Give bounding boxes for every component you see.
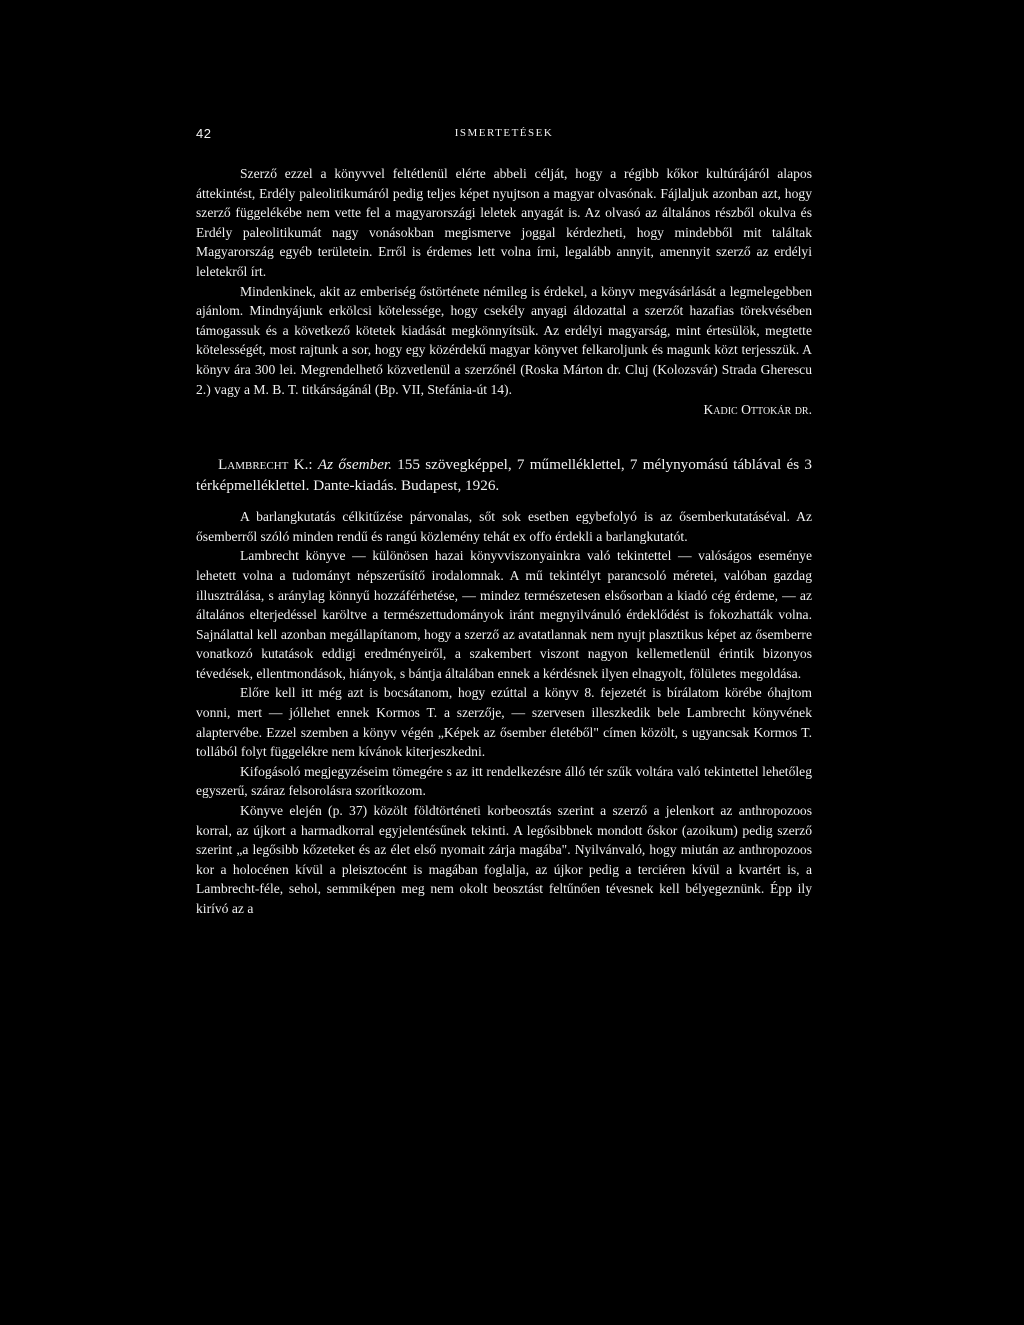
review-heading	[196, 455, 812, 496]
paragraph: Könyve elején (p. 37) közölt földtörténeti korbeosztás szerint a szerző a jelenkort az anthropozoos korral, az újkort a harmadkorral egyjelentésűnek tekinti. A legősibbnek mondott őskor (azoikum) pedig szerző szerint „a legősibb kőzeteket és az élet első nyomait zárja magába". Nyilvánvaló, hogy miután az anthropozoos kor a holocénen kívül a pleisztocént is magában foglalja, az újkor pedig a terciéren kívül a kvartért is, a Lambrecht-féle, sehol, semmiképen meg nem okolt beosztást feltűnően tévesnek kell bélyegeznünk. Épp ily kirívó az a	[196, 803, 812, 916]
book-page	[196, 126, 812, 919]
paragraph: Lambrecht könyve — különösen hazai könyvviszonyainkra való tekintettel — valóságos eseménye lehetett volna a tudományt népszerűsítő irodalomnak. A mű tekintélyt parancsoló méretei, valóban gazdag illusztrálása, s aránylag könnyű hozzáférhetése, — mindez természetesen elsősorban a kiadó cég érdeme, — az általános elterjedéssel karöltve a természettudományok iránt megnyilvánuló érdeklődést is fokozhatták volna. Sajnálattal kell azonban megállapítanom, hogy a szerző az avatatlannak nem nyujt plasztikus képet az ősemberre vonatkozó kutatások eddigi eredményeiről, a szakembert viszont nagyon kellemetlenül érintik bizonyos tévedések, ellentmondások, hiányok, s bántja általában ennek a kérdésnek ilyen elnagyolt, fölületes megoldása.	[196, 548, 812, 681]
page-header	[196, 126, 812, 148]
paragraph: Mindenkinek, akit az emberiség őstörténete némileg is érdekel, a könyv megvásárlását a legmelegebben ajánlom. Mindnyájunk erkölcsi kötelessége, hogy csekély anyagi áldozattal a szerzőt hazafias törekvésében támogassuk és a következő kötetek kiadását megkönnyítsük. Az erdélyi magyarság, mint értesülök, megtette kötelességét, most rajtunk a sor, hogy egy közérdekű magyar könyvet felkaroljunk és magunk közt terjesszük. A könyv ára 300 lei. Megrendelhető közvetlenül a szerzőnél (Roska Márton dr. Cluj (Kolozsvár) Strada Gherescu 2.) vagy a M. B. T. titkárságánál (Bp. VII, Stefánia-út 14).	[196, 283, 812, 397]
book-author: Lambrecht K.:	[218, 456, 313, 474]
paragraph: Szerző ezzel a könyvvel feltétlenül elérte abbeli célját, hogy a régibb kőkor kultúrájáról alapos áttekintést, Erdély paleolitikumáról pedig teljes képet nyujtson a magyar olvasónak. Fájlaljuk azonban azt, hogy szerző függelékébe nem vette fel a magyarországi leletek anyagát is. Az olvasó az általános részből okulva és Erdély paleolitikumát nagy vonásokban megismerve joggal kérdezheti, hogy mindebből mit találtak Magyarország egyéb területein. Erről is érdemes lett volna írni, legalább annyit, amennyit szerző az erdélyi leletekről írt.	[196, 166, 812, 279]
review-body	[196, 507, 812, 918]
reviewer-signature: Kadic Ottokár dr.	[703, 402, 812, 418]
running-head: ISMERTETÉSEK	[454, 127, 554, 139]
page-number: 42	[196, 126, 212, 141]
paragraph: Kifogásoló megjegyzéseim tömegére s az itt rendelkezésre álló tér szűk voltára való tekintettel lehetőleg egyszerű, száraz felsorolásra szorítkozom.	[196, 763, 812, 799]
book-title: Az ősember.	[317, 456, 392, 474]
review-continuation	[196, 164, 812, 420]
paragraph: A barlangkutatás célkitűzése párvonalas, sőt sok esetben egybefolyó is az ősemberkutatáséval. Az ősemberről szóló minden rendű és rangú közlemény tehát ex offo érdekli a barlangkutatót.	[196, 509, 812, 544]
paragraph: Előre kell itt még azt is bocsátanom, hogy ezúttal a könyv 8. fejezetét is bírálatom körébe óhajtom vonni, mert — jóllehet ennek Kormos T. a szerzője, — szervesen illeszkedik bele Lambrecht könyvének alaptervébe. Ezzel szemben a könyv végén „Képek az ősember életéből" címen közölt, s ugyancsak Kormos T. tollából folyt függelékre nem kívánok kiterjeszkedni.	[196, 685, 812, 760]
publication-details: 155 szövegképpel, 7 műmelléklettel, 7 mélynyomású táblával és 3 térképmelléklettel. Dante-kiadás. Budapest, 1926.	[196, 456, 812, 494]
